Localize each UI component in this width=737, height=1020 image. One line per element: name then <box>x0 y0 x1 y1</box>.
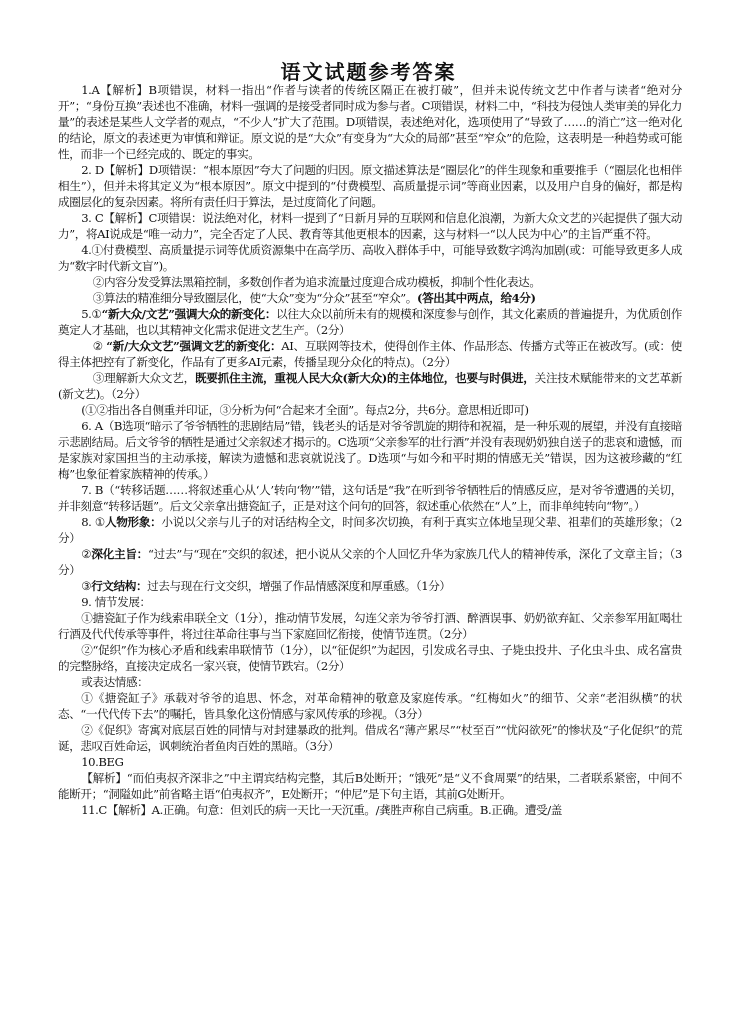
page-title: 语文试题参考答案 <box>280 60 457 84</box>
answer-paragraph <box>58 162 682 210</box>
paragraph-text: 5.① <box>81 307 102 321</box>
paragraph-rest: 关注技术赋能带来的文艺革新(新文艺)。（2分） <box>58 371 682 401</box>
paragraph-text: 10.BEG <box>81 755 124 769</box>
answer-paragraph <box>58 610 682 642</box>
paragraph-bold-lead: 行文结构： <box>91 579 148 593</box>
answer-paragraph <box>58 242 682 274</box>
answer-paragraph <box>58 578 682 594</box>
paragraph-text: (①②指出各自侧重并印证，③分析为何“合起来才全面”。每点2分，共6分。意思相近即可) <box>81 403 529 417</box>
paragraph-bold-lead: “新/大众文艺”强调文艺的新变化： <box>106 339 282 353</box>
paragraph-text: 9. 情节发展： <box>81 595 151 609</box>
paragraph-bold-lead: 既要抓住主流，重视人民大众(新大众)的主体地位，也要与时俱进， <box>194 371 535 385</box>
paragraph-text: 4.①付费模型、高质量提示词等优质资源集中在高学历、高收入群体手中，可能导致数字鸿沟加剧(或：可能导致更多人成为“数字时代新文盲”)。 <box>58 243 682 273</box>
answer-paragraph <box>58 482 682 514</box>
paragraph-rest: 过去与现在行文交织，增强了作品情感深度和厚重感。（1分） <box>147 579 451 593</box>
paragraph-text: 或表达情感： <box>81 675 149 689</box>
answer-paragraph <box>58 642 682 674</box>
answer-paragraph <box>58 754 682 770</box>
paragraph-text: ③算法的精准细分导致圈层化，使“大众”变为“分众”甚至“窄众”。 <box>92 291 417 305</box>
answer-paragraph <box>58 514 682 546</box>
paragraph-rest: AI、互联网等技术，使得创作主体、作品形态、传播方式等正在被改写。(或：使得主体把控有了新变化，作品有了更多AI元素，传播呈现分众化的特点)。（2分） <box>58 339 682 369</box>
answer-paragraph <box>58 802 682 818</box>
paragraph-text: 2. D【解析】D项错误：“根本原因”夸大了问题的归因。原文描述算法是“圈层化”的伴生现象和重要推手（“圈层化也相伴相生”），但并未将其定义为“根本原因”。原文中提到的“付费模型、高质量提示词”等商业因素，以及用户自身的偏好，都是构成圈层化的复杂因素。将所有责任归于算法，是过度简化了问题。 <box>58 163 682 209</box>
answer-paragraph <box>58 546 682 578</box>
answer-paragraph <box>58 210 682 242</box>
paragraph-bold-lead: 深化主旨： <box>91 547 149 561</box>
answer-paragraph <box>58 722 682 754</box>
paragraph-text: 【解析】“而伯夷叔齐深非之”中主谓宾结构完整，其后B处断开；“饿死”是“义不食周粟”的结果，二者联系紧密，中间不能断开；“洞隘如此”前省略主语“伯夷叔齐”，E处断开；“仲尼”是下句主语，其前G处断开。 <box>58 771 682 801</box>
paragraph-text: ①搪瓷缸子作为线索串联全文（1分），推动情节发展，勾连父亲为爷爷打酒、醉酒误事、奶奶欲弃缸、父亲参军用缸喝壮行酒及代代传承等事件，将过往革命往事与当下家庭回忆衔接，使情节连贯。（2分） <box>58 611 682 641</box>
answer-paragraph <box>58 418 682 482</box>
answer-paragraph <box>58 594 682 610</box>
paragraph-bold-lead: “新大众/文艺”强调大众的新变化： <box>101 307 277 321</box>
answer-paragraph <box>58 770 682 802</box>
paragraph-rest: “过去”与“现在”交织的叙述，把小说从父亲的个人回忆升华为家族几代人的精神传承，深化了文章主旨；（3分） <box>58 547 682 577</box>
paragraph-text: 6. A（B选项“暗示了爷爷牺牲的悲剧结局”错，钱老头的话是对爷爷凯旋的期待和祝福，是一种乐观的展望，并没有直接暗示悲剧结局。后文爷爷的牺牲是通过父亲叙述才揭示的。C选项“父亲参军的壮行酒”并没有表现奶奶独自送子的悲哀和遗憾，而是家族对家国担当的主动承接，解读为遗憾和悲哀就说浅了。D选项“与如今和平时期的情感无关”错误，因为这被珍藏的“红梅”也象征着家族精神的传承。） <box>58 419 682 481</box>
paragraph-text: ②《促织》寄寓对底层百姓的同情与对封建暴政的批判。借成名“薄产累尽”“杖至百”“忧闷欲死”的惨状及“子化促织”的荒诞，悲叹百姓命运，讽刺统治者鱼肉百姓的黑暗。（3分） <box>58 723 682 753</box>
paragraph-text: ③ <box>81 579 92 593</box>
paragraph-text: 8. ① <box>81 515 105 529</box>
paragraph-text: 7. B（“转移话题……将叙述重心从‘人’转向‘物’”错，这句话是“我”在听到爷爷牺牲后的情感反应，是对爷爷遭遇的关切，并非刻意“转移话题”。后文父亲拿出搪瓷缸子，正是对这个问句的回答，叙述重心依然在“人”上，而非单纯转向“物”。） <box>58 483 682 513</box>
answer-paragraph <box>58 338 682 370</box>
paragraph-text: ②内容分发受算法黑箱控制，多数创作者为追求流量过度迎合成功模板，抑制个性化表达。 <box>92 275 541 289</box>
paragraph-text: ①《搪瓷缸子》承载对爷爷的追思、怀念，对革命精神的敬意及家庭传承。“红梅如火”的细节、父亲“老泪纵横”的状态、“一代代传下去”的嘱托，皆具象化这份情感与家风传承的珍视。（3分） <box>58 691 682 721</box>
answer-content <box>58 82 682 1014</box>
paragraph-rest: 以往大众以前所未有的规模和深度参与创作，其文化素质的普遍提升，为优质创作奠定人才基础，也以其精神文化需求促进文艺生产。（2分） <box>58 307 682 337</box>
paragraph-bold-lead: 人物形象： <box>104 515 162 529</box>
paragraph-text: 3. C【解析】C项错误：说法绝对化，材料一提到了“日新月异的互联网和信息化浪潮，为新大众文艺的兴起提供了强大动力”，将AI说成是“唯一动力”，完全否定了人民、教育等其他更根本的因素，这与材料一“以人民为中心”的主旨严重不符。 <box>58 211 682 241</box>
answer-paragraph <box>58 290 682 306</box>
scoring-note: (答出其中两点，给4分) <box>417 291 536 305</box>
paragraph-text: ② <box>81 547 92 561</box>
answer-paragraph <box>58 674 682 690</box>
paragraph-rest: 小说以父亲与儿子的对话结构全文，时间多次切换，有利于真实立体地呈现父辈、祖辈们的英雄形象；（2分） <box>58 515 682 545</box>
paragraph-text: ③理解新大众文艺， <box>92 371 195 385</box>
paragraph-text: ② <box>92 339 107 353</box>
paragraph-text: ②“促织”作为核心矛盾和线索串联情节（1分），以“征促织”为起因，引发成名寻虫、子毙虫投井、子化虫斗虫、成名富贵的完整脉络，直接决定成名一家兴衰，使情节跌宕。（2分） <box>58 643 682 673</box>
answer-paragraph <box>58 370 682 402</box>
answer-paragraph <box>58 402 682 418</box>
answer-paragraph <box>58 274 682 290</box>
answer-paragraph <box>58 82 682 162</box>
answer-paragraph <box>58 306 682 338</box>
paragraph-text: 1.A【解析】B项错误，材料一指出“作者与读者的传统区隔正在被打破”，但并未说传统文艺中作者与读者“绝对分开”；“身份互换”表述也不准确，材料一强调的是接受者同时成为参与者。C项错误，材料二中，“科技为侵蚀人类审美的异化力量”的表述是某些人文学者的观点，“不少人”扩大了范围。D项错误，表述绝对化，选项使用了“导致了……的消亡”这一绝对化的结论，原文的表述更为审慎和辩证。原文说的是“大众”有变身为“大众的局部”甚至“窄众”的危险，这表明是一种趋势或可能性，而非一个已经完成的、既定的事实。 <box>58 83 682 161</box>
paragraph-text: 11.C【解析】A.正确。句意：但刘氏的病一天比一天沉重。/龚胜声称自己病重。B.正确。遭受/盖 <box>81 803 562 817</box>
answer-paragraph <box>58 690 682 722</box>
